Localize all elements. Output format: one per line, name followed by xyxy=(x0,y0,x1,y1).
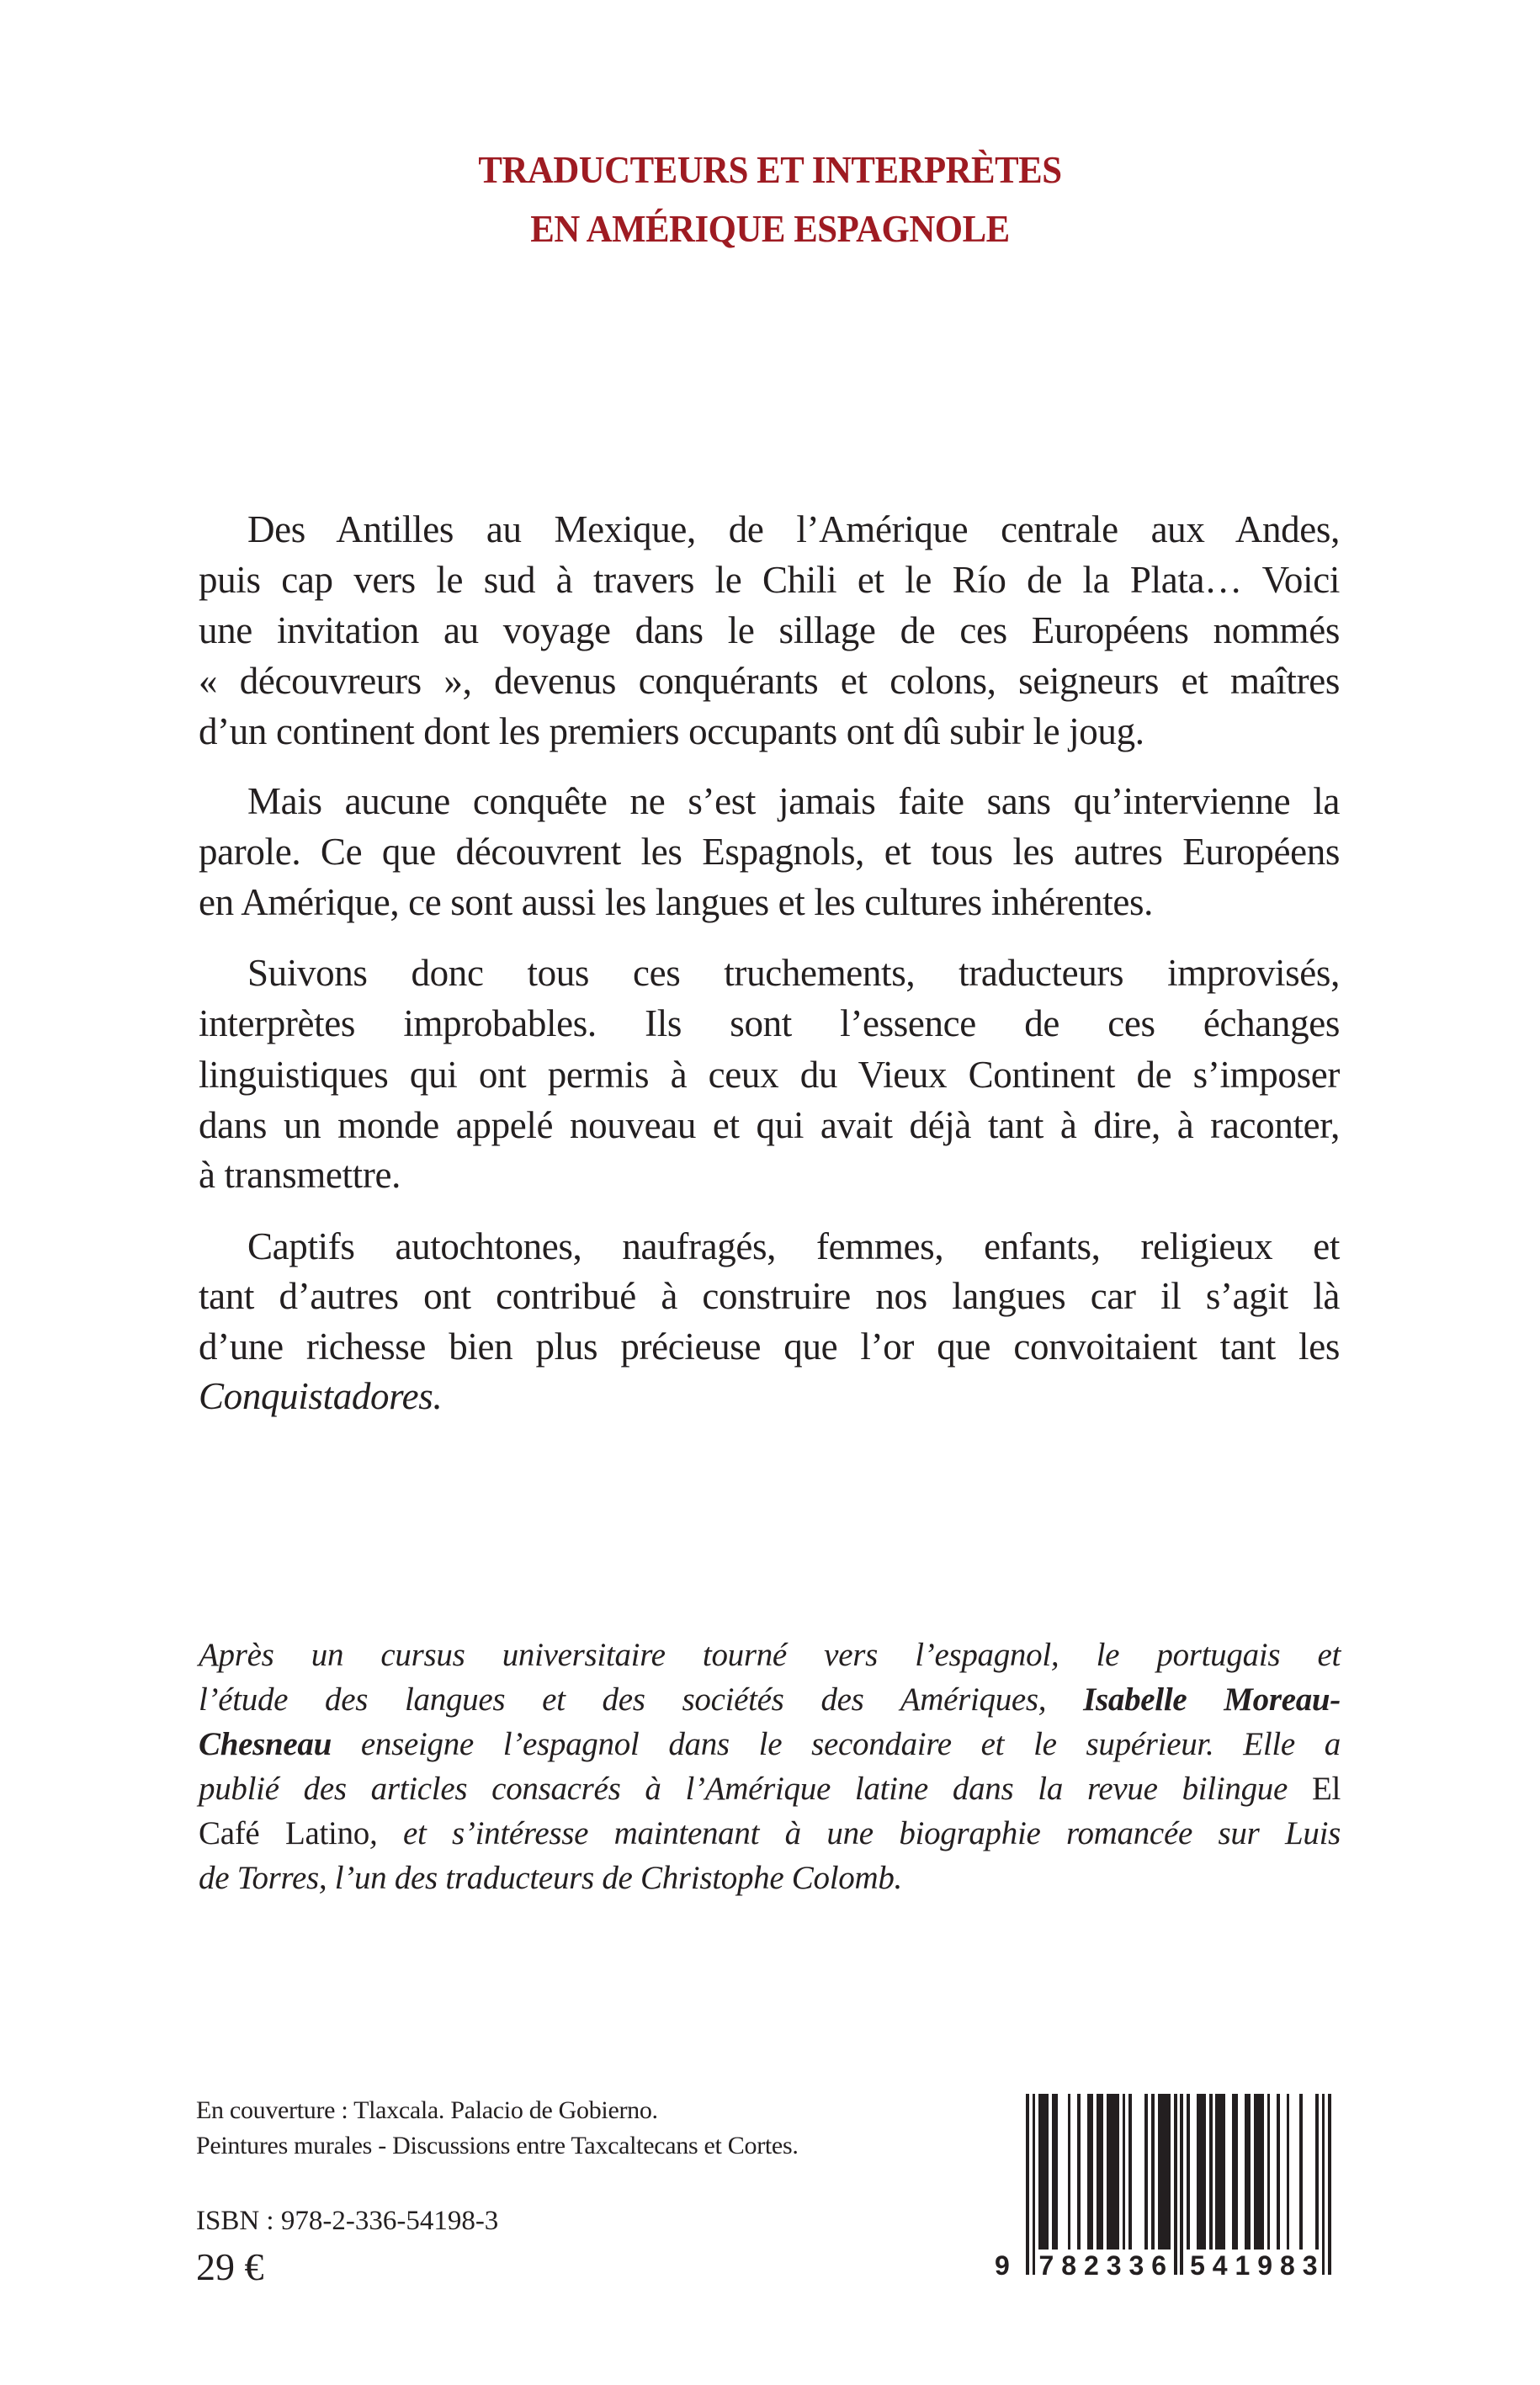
text-line-italic: Conquistadores. xyxy=(199,1375,443,1417)
barcode-bar xyxy=(1033,2094,1036,2275)
text-line: à transmettre. xyxy=(199,1154,401,1196)
barcode-digit: 4 xyxy=(1212,2250,1228,2281)
text-line: Des Antilles au Mexique, de l’Amérique centrale aux Andes, xyxy=(247,508,1340,550)
barcode-bar xyxy=(1328,2094,1331,2275)
cover-credit-line-2: Peintures murales - Discussions entre Taxcaltecans et Cortes. xyxy=(196,2132,799,2159)
barcode-digit: 6 xyxy=(1151,2250,1166,2281)
text-line: dans un monde appelé nouveau et qui avait déjà tant à dire, à raconter, xyxy=(199,1104,1340,1146)
barcode-bar xyxy=(1151,2094,1155,2250)
barcode-bar xyxy=(1107,2094,1119,2250)
barcode-bar xyxy=(1299,2094,1303,2250)
text-line: une invitation au voyage dans le sillage de ces Européens nommés xyxy=(199,609,1340,651)
bio-text: , et s’intéresse maintenant à une biographie romancée sur Luis xyxy=(369,1815,1341,1851)
price: 29 € xyxy=(196,2245,264,2288)
barcode-digit: 3 xyxy=(1106,2250,1122,2281)
text-line: puis cap vers le sud à travers le Chili et le Río de la Plata… Voici xyxy=(199,559,1340,601)
barcode-bar xyxy=(1215,2094,1224,2250)
journal-name: Café Latino xyxy=(199,1815,369,1851)
text-line: interprètes improbables. Ils sont l’essence de ces échanges xyxy=(199,1002,1340,1044)
barcode-bar xyxy=(1232,2094,1239,2250)
text-line: parole. Ce que découvrent les Espagnols, et tous les autres Européens xyxy=(199,831,1340,873)
text-line: Mais aucune conquête ne s’est jamais faite sans qu’intervienne la xyxy=(247,780,1340,822)
barcode-bar xyxy=(1077,2094,1081,2250)
bio-line: Après un cursus universitaire tourné vers l’espagnol, le portugais et xyxy=(199,1637,1341,1673)
cover-credit-line-1: En couverture : Tlaxcala. Palacio de Gobierno. xyxy=(196,2096,658,2124)
barcode-digit: 5 xyxy=(1190,2250,1205,2281)
barcode-digit: 2 xyxy=(1084,2250,1099,2281)
barcode-digit: 9 xyxy=(1257,2250,1273,2281)
barcode-bar xyxy=(1128,2094,1132,2250)
text-line: d’une richesse bien plus précieuse que l’or que convoitaient tant les xyxy=(199,1325,1340,1368)
barcode-digit: 8 xyxy=(1280,2250,1295,2281)
barcode-bar xyxy=(1123,2094,1126,2250)
barcode-bar xyxy=(1097,2094,1103,2250)
journal-name: El xyxy=(1311,1771,1341,1807)
barcode-bar xyxy=(1315,2094,1319,2250)
author-name: Chesneau xyxy=(199,1726,332,1762)
book-title-line-2: EN AMÉRIQUE ESPAGNOLE xyxy=(530,207,1010,250)
barcode-bar xyxy=(1158,2094,1171,2250)
barcode-bar xyxy=(1180,2094,1183,2275)
barcode-bar xyxy=(1052,2094,1059,2250)
barcode-bar xyxy=(1068,2094,1071,2250)
bio-line: de Torres, l’un des traducteurs de Christophe Colomb. xyxy=(199,1860,902,1896)
barcode-digit: 3 xyxy=(1128,2250,1144,2281)
barcode-digit: 9 xyxy=(995,2250,1010,2281)
barcode-digit: 3 xyxy=(1302,2250,1318,2281)
book-title-line-1: TRADUCTEURS ET INTERPRÈTES xyxy=(478,148,1062,191)
barcode-bar xyxy=(1322,2094,1325,2275)
barcode-bar xyxy=(1287,2094,1290,2250)
text-line: tant d’autres ont contribué à construire nos langues car il s’agit là xyxy=(199,1275,1340,1317)
barcode-bar xyxy=(1038,2094,1048,2250)
author-name: Isabelle Moreau- xyxy=(1083,1681,1341,1718)
barcode-digit: 1 xyxy=(1235,2250,1251,2281)
text-line: Captifs autochtones, naufragés, femmes, enfants, religieux et xyxy=(247,1225,1340,1267)
text-line: Suivons donc tous ces truchements, traducteurs improvisés, xyxy=(247,952,1340,994)
barcode-bar xyxy=(1087,2094,1094,2250)
barcode-digit: 8 xyxy=(1061,2250,1076,2281)
barcode-bar xyxy=(1026,2094,1029,2275)
bio-line xyxy=(199,1726,1341,1762)
text-line: en Amérique, ce sont aussi les langues et les cultures inhérentes. xyxy=(199,881,1154,923)
bio-line xyxy=(199,1815,1341,1851)
barcode-bar xyxy=(1245,2094,1251,2250)
text-line: d’un continent dont les premiers occupants ont dû subir le joug. xyxy=(199,710,1144,752)
bio-text: publié des articles consacrés à l’Amérique latine dans la revue bilingue xyxy=(199,1771,1312,1807)
bio-text: enseigne l’espagnol dans le secondaire et le supérieur. Elle a xyxy=(331,1726,1341,1762)
isbn: ISBN : 978-2-336-54198-3 xyxy=(196,2206,499,2236)
barcode-bar xyxy=(1277,2094,1280,2250)
barcode-bar xyxy=(1267,2094,1271,2250)
barcode-bar xyxy=(1254,2094,1263,2250)
barcode-bar xyxy=(1209,2094,1213,2250)
barcode-digit: 7 xyxy=(1038,2250,1054,2281)
ean13-barcode xyxy=(993,2087,1346,2289)
barcode-bar xyxy=(1144,2094,1148,2250)
bio-line xyxy=(199,1771,1341,1807)
barcode-bar xyxy=(1197,2094,1206,2250)
text-line: linguistiques qui ont permis à ceux du Vieux Continent de s’imposer xyxy=(199,1054,1340,1096)
barcode-bar xyxy=(1174,2094,1177,2275)
text-line: « découvreurs », devenus conquérants et colons, seigneurs et maîtres xyxy=(199,660,1340,702)
barcode-bar xyxy=(1187,2094,1190,2250)
bio-text: l’étude des langues et des sociétés des Amériques, xyxy=(199,1681,1084,1718)
bio-line xyxy=(199,1681,1341,1718)
